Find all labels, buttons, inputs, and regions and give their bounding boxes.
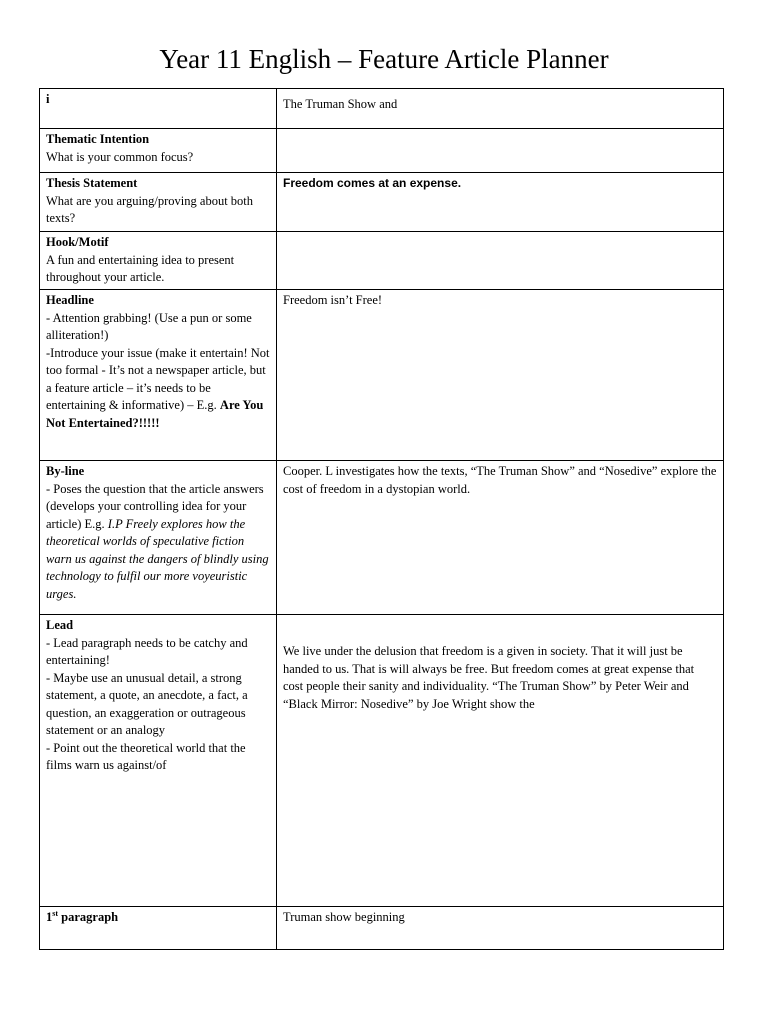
byline-label: By-line bbox=[46, 464, 85, 478]
thematic-desc: What is your common focus? bbox=[46, 149, 194, 164]
page-title: Year 11 English – Feature Article Planner bbox=[159, 44, 609, 74]
hook-desc: A fun and entertaining idea to present throughout your article. bbox=[46, 252, 235, 284]
headline-example: Are You Not Entertained?!!!!! bbox=[46, 398, 264, 430]
hook-label: Hook/Motif bbox=[46, 235, 109, 249]
row-label-cell bbox=[40, 173, 277, 232]
headline-label: Headline bbox=[46, 293, 94, 307]
row-response-cell bbox=[277, 615, 724, 907]
row-label-cell bbox=[40, 907, 277, 950]
headline-response: Freedom isn’t Free! bbox=[283, 293, 383, 307]
para1-label bbox=[46, 909, 270, 927]
row-response-cell bbox=[277, 232, 724, 290]
para1-label-num: 1 bbox=[46, 910, 53, 924]
byline-response: Cooper. L investigates how the texts, “The Truman Show” and “Nosedive” explore the cost of freedom in a dystopian world. bbox=[283, 464, 717, 496]
row-response-cell bbox=[277, 461, 724, 615]
table-row bbox=[40, 461, 724, 615]
row-label-cell bbox=[40, 615, 277, 907]
row-response-cell bbox=[277, 907, 724, 950]
byline-example-text: explores how the theoretical worlds of speculative fiction warn us against the dangers of blindly using technology to fulfil our more voyeuristic urges. bbox=[46, 516, 269, 601]
planner-table bbox=[39, 88, 724, 950]
row-label-cell bbox=[40, 461, 277, 615]
table-row bbox=[40, 89, 724, 129]
intro-label: i bbox=[46, 92, 50, 106]
intro-response: The Truman Show and bbox=[283, 97, 398, 111]
table-row bbox=[40, 173, 724, 232]
table-row bbox=[40, 907, 724, 950]
row-response-cell bbox=[277, 173, 724, 232]
lead-label: Lead bbox=[46, 618, 74, 632]
para1-label-sup: st bbox=[52, 908, 59, 918]
thesis-response: Freedom comes at an expense. bbox=[283, 176, 462, 190]
lead-point-1: - Lead paragraph needs to be catchy and entertaining! bbox=[46, 635, 248, 667]
thesis-label: Thesis Statement bbox=[46, 176, 138, 190]
row-label-cell bbox=[40, 290, 277, 461]
table-row bbox=[40, 129, 724, 173]
thematic-label: Thematic Intention bbox=[46, 132, 150, 146]
row-response-cell bbox=[277, 290, 724, 461]
lead-response: We live under the delusion that freedom is a given in society. That it will just be handed to us. That is will always be free. But freedom comes at great expense that cost people their sanity and individuality. “The Truman Show” by Peter Weir and “Black Mirror: Nosedive” by Joe Wright show the bbox=[283, 644, 695, 711]
headline-point-2: -Introduce your issue (make it entertain! Not too formal - It’s not a newspaper article, but a feature article – it’s needs to be entertaining & informative) – E.g. bbox=[46, 345, 270, 412]
row-response-cell bbox=[277, 89, 724, 129]
row-response-cell bbox=[277, 129, 724, 173]
para1-label-rest: paragraph bbox=[58, 910, 119, 924]
row-label-cell bbox=[40, 232, 277, 290]
lead-point-3: - Point out the theoretical world that the films warn us against/of bbox=[46, 740, 246, 772]
byline-example-name: I.P Freely bbox=[107, 516, 158, 531]
table-row bbox=[40, 232, 724, 290]
table-row bbox=[40, 615, 724, 907]
thesis-desc: What are you arguing/proving about both texts? bbox=[46, 193, 254, 225]
byline-desc: - Poses the question that the article answers (develops your controlling idea for your article) E.g. bbox=[46, 481, 264, 531]
row-label-cell bbox=[40, 129, 277, 173]
headline-point-1: - Attention grabbing! (Use a pun or some alliteration!) bbox=[46, 310, 252, 342]
para1-response: Truman show beginning bbox=[283, 910, 405, 924]
table-row bbox=[40, 290, 724, 461]
lead-point-2: - Maybe use an unusual detail, a strong statement, a quote, an anecdote, a fact, a question, an exaggeration or outrageous statement or an analogy bbox=[46, 670, 248, 737]
row-label-cell bbox=[40, 89, 277, 129]
